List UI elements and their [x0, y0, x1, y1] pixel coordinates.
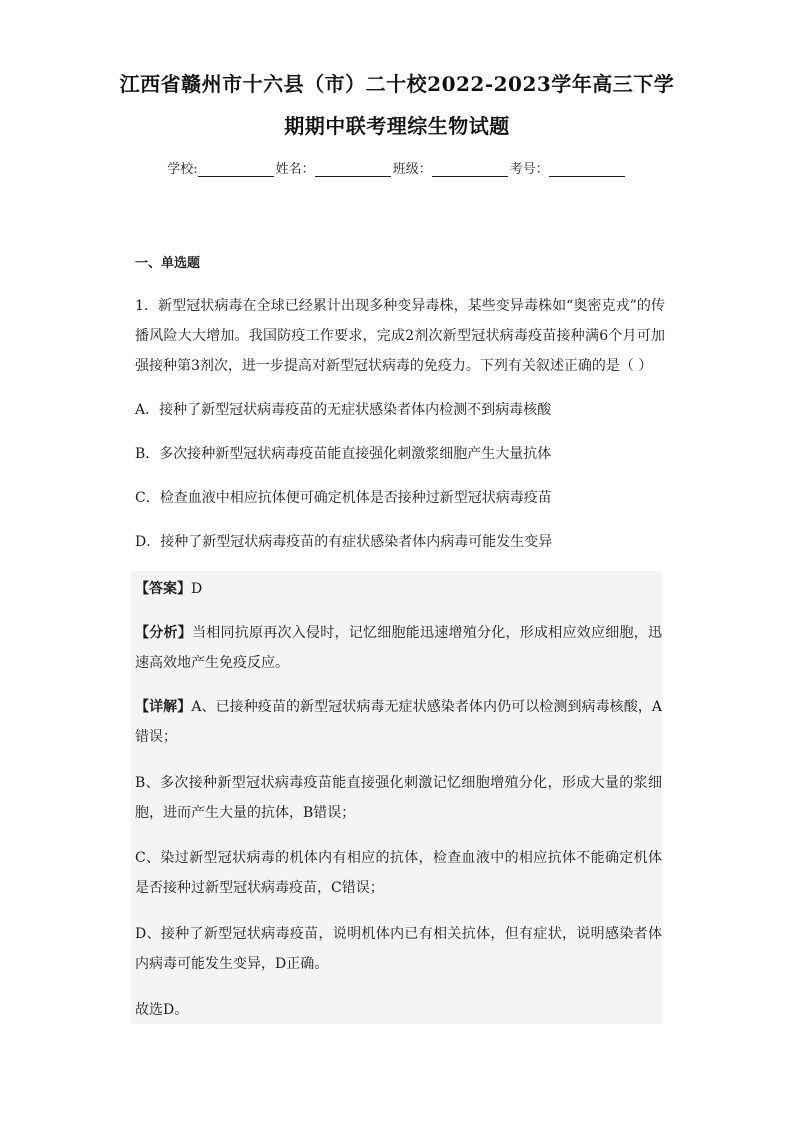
option-a: A．接种了新型冠状病毒疫苗的无症状感染者体内检测不到病毒核酸 — [135, 402, 552, 418]
option-d: D．接种了新型冠状病毒疫苗的有症状感染者体内病毒可能发生变异 — [135, 534, 553, 550]
conclusion-line: 故选D。 — [135, 1002, 189, 1018]
school-blank[interactable] — [198, 162, 274, 177]
exam-no-blank[interactable] — [549, 162, 625, 177]
option-c: C．检查血液中相应抗体便可确定机体是否接种过新型冠状病毒疫苗 — [135, 490, 552, 506]
answer-value: D — [191, 581, 203, 597]
analysis-text: 当相同抗原再次入侵时，记忆细胞能迅速增殖分化，形成相应效应细胞，迅速高效地产生免疫反应。 — [135, 625, 662, 671]
question-stem: 1．新型冠状病毒在全球已经累计出现多种变异毒株，某些变异毒株如“奥密克戎”的传播风险大大增加。我国防疫工作要求，完成2剂次新型冠状病毒疫苗接种满6个月可加强接种第3剂次，进一步提高对新型冠状病毒的免疫力。下列有关叙述正确的是（ ） — [135, 298, 665, 374]
detail-paragraph-a — [135, 692, 662, 752]
exam-title-line2: 期期中联考理综生物试题 — [284, 114, 510, 138]
analysis-paragraph — [135, 618, 662, 678]
option-b: B．多次接种新型冠状病毒疫苗能直接强化刺激浆细胞产生大量抗体 — [135, 446, 552, 462]
analysis-tag: 【分析】 — [135, 625, 192, 641]
class-label: 班级： — [392, 162, 432, 177]
exam-title-line1: 江西省赣州市十六县（市）二十校2022-2023学年高三下学 — [119, 72, 675, 96]
name-blank[interactable] — [315, 162, 391, 177]
answer-tag: 【答案】 — [135, 581, 191, 597]
detail-paragraph-c: C、染过新型冠状病毒的机体内有相应的抗体，检查血液中的相应抗体不能确定机体是否接种过新型冠状病毒疫苗，C错误； — [135, 850, 662, 896]
section-title: 一、单选题 — [135, 256, 201, 271]
student-info-line — [0, 158, 794, 177]
class-blank[interactable] — [432, 162, 508, 177]
answer-line — [135, 574, 662, 604]
name-label: 姓名： — [275, 162, 315, 177]
detail-a-text: A、已接种疫苗的新型冠状病毒无症状感染者体内仍可以检测到病毒核酸，A错误； — [135, 699, 663, 745]
detail-paragraph-b: B、多次接种新型冠状病毒疫苗能直接强化刺激记忆细胞增殖分化，形成大量的浆细胞，进而产生大量的抗体，B错误； — [135, 775, 662, 821]
detail-paragraph-d: D、接种了新型冠状病毒疫苗，说明机体内已有相关抗体，但有症状，说明感染者体内病毒可能发生变异，D正确。 — [135, 926, 662, 972]
school-label: 学校: — [167, 162, 198, 177]
detail-tag: 【详解】 — [135, 699, 192, 715]
exam-no-label: 考号： — [509, 162, 549, 177]
